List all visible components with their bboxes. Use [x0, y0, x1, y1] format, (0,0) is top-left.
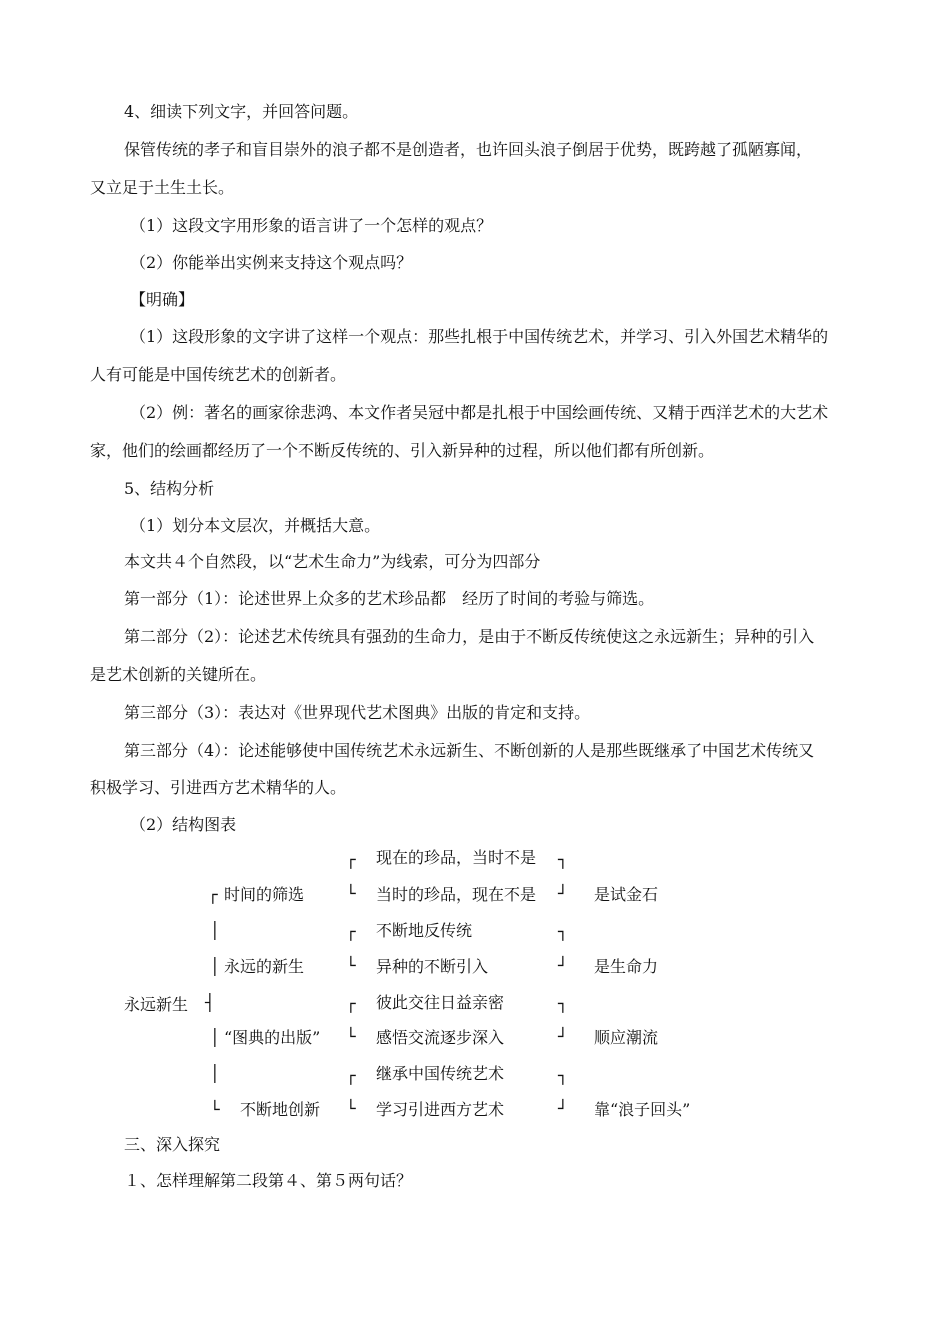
group-1-result: 是试金石: [594, 885, 659, 904]
section-3-heading: 三、深入探究: [124, 1135, 221, 1154]
group-4-item-1: 继承中国传统艺术: [376, 1064, 505, 1083]
branch-3-label: “图典的出版”: [224, 1028, 321, 1047]
group-2-close-top: ┐: [558, 922, 568, 941]
group-1-item-2: 当时的珍品，现在不是: [376, 885, 537, 904]
branch-4-label: 不断地创新: [240, 1100, 321, 1119]
part-4-line-2: 积极学习、引进西方艺术精华的人。: [90, 778, 347, 797]
passage-line-2: 又立足于土生土长。: [90, 178, 235, 197]
sub-question-2: （2）结构图表: [130, 815, 237, 834]
group-3-result: 顺应潮流: [594, 1028, 659, 1047]
q5-heading: 5、结构分析: [124, 479, 215, 498]
group-4-close-top: ┐: [558, 1066, 568, 1085]
part-2-line-2: 是艺术创新的关键所在。: [90, 665, 267, 684]
part-1: 第一部分（1）：论述世界上众多的艺术珍品都 经历了时间的考验与筛选。: [124, 589, 655, 608]
answer-2-line-1: （2）例：著名的画家徐悲鸿、本文作者吴冠中都是扎根于中国绘画传统、又精于西洋艺术的大艺术: [130, 403, 829, 422]
bracket-vert-1: │: [210, 921, 220, 940]
group-1-open-bottom: └: [346, 884, 356, 903]
group-1-item-1: 现在的珍品，当时不是: [376, 848, 537, 867]
part-4-line-1: 第三部分（4）：论述能够使中国传统艺术永远新生、不断创新的人是那些既继承了中国艺术传统又: [124, 741, 815, 760]
group-4-open-bottom: └: [346, 1099, 356, 1118]
group-3-close-bottom: ┘: [558, 1027, 568, 1046]
group-2-item-1: 不断地反传统: [376, 921, 473, 940]
part-3: 第三部分（3）：表达对《世界现代艺术图典》出版的肯定和支持。: [124, 703, 591, 722]
answer-1-line-2: 人有可能是中国传统艺术的创新者。: [90, 365, 347, 384]
sub-question-1: （1）划分本文层次，并概括大意。: [130, 516, 381, 535]
question-2: （2）你能举出实例来支持这个观点吗？: [130, 253, 413, 272]
group-1-open-top: ┌: [346, 850, 356, 869]
branch-1-label: 时间的筛选: [224, 885, 305, 904]
group-2-item-2: 异种的不断引入: [376, 957, 489, 976]
structure-intro: 本文共４个自然段，以“艺术生命力”为线索，可分为四部分: [124, 552, 541, 571]
group-4-item-2: 学习引进西方艺术: [376, 1100, 505, 1119]
bracket-vert-2: │: [210, 957, 220, 976]
bracket-left-end: └: [210, 1100, 220, 1119]
q4-heading: 4、细读下列文字，并回答问题。: [124, 102, 359, 121]
answer-1-line-1: （1）这段形象的文字讲了这样一个观点：那些扎根于中国传统艺术，并学习、引入外国艺术精华的: [130, 327, 829, 346]
answer-2-line-2: 家，他们的绘画都经历了一个不断反传统的、引入新异种的过程，所以他们都有所创新。: [90, 441, 715, 460]
group-2-close-bottom: ┘: [558, 956, 568, 975]
group-2-open-bottom: └: [346, 956, 356, 975]
branch-2-label: 永远的新生: [224, 957, 305, 976]
group-2-open-top: ┌: [346, 922, 356, 941]
bracket-vert-3: │: [210, 1028, 220, 1047]
mingque-label: 【明确】: [130, 290, 195, 309]
bracket-left-1: ┌: [208, 885, 218, 904]
group-3-close-top: ┐: [558, 994, 568, 1013]
group-3-open-top: ┌: [346, 994, 356, 1013]
passage-line-1: 保管传统的孝子和盲目崇外的浪子都不是创造者，也许回头浪子倒居于优势，既跨越了孤陋寡闻，: [124, 140, 813, 159]
group-3-item-1: 彼此交往日益亲密: [376, 993, 505, 1012]
question-1: （1）这段文字用形象的语言讲了一个怎样的观点？: [130, 216, 493, 235]
part-2-line-1: 第二部分（2）：论述艺术传统具有强劲的生命力，是由于不断反传统使这之永远新生；异种的引入: [124, 627, 815, 646]
bracket-vert-4: │: [210, 1064, 220, 1083]
group-4-close-bottom: ┘: [558, 1099, 568, 1118]
group-4-result: 靠“浪子回头”: [594, 1100, 691, 1119]
group-2-result: 是生命力: [594, 957, 659, 976]
diagram-root: 永远新生: [124, 995, 189, 1014]
group-3-open-bottom: └: [346, 1027, 356, 1046]
group-1-close-top: ┐: [558, 850, 568, 869]
section-3-question-1: １、怎样理解第二段第４、第５两句话？: [124, 1171, 413, 1190]
group-3-item-2: 感悟交流逐步深入: [376, 1028, 505, 1047]
group-4-open-top: ┌: [346, 1066, 356, 1085]
root-bracket: ┤: [205, 993, 215, 1012]
group-1-close-bottom: ┘: [558, 884, 568, 903]
